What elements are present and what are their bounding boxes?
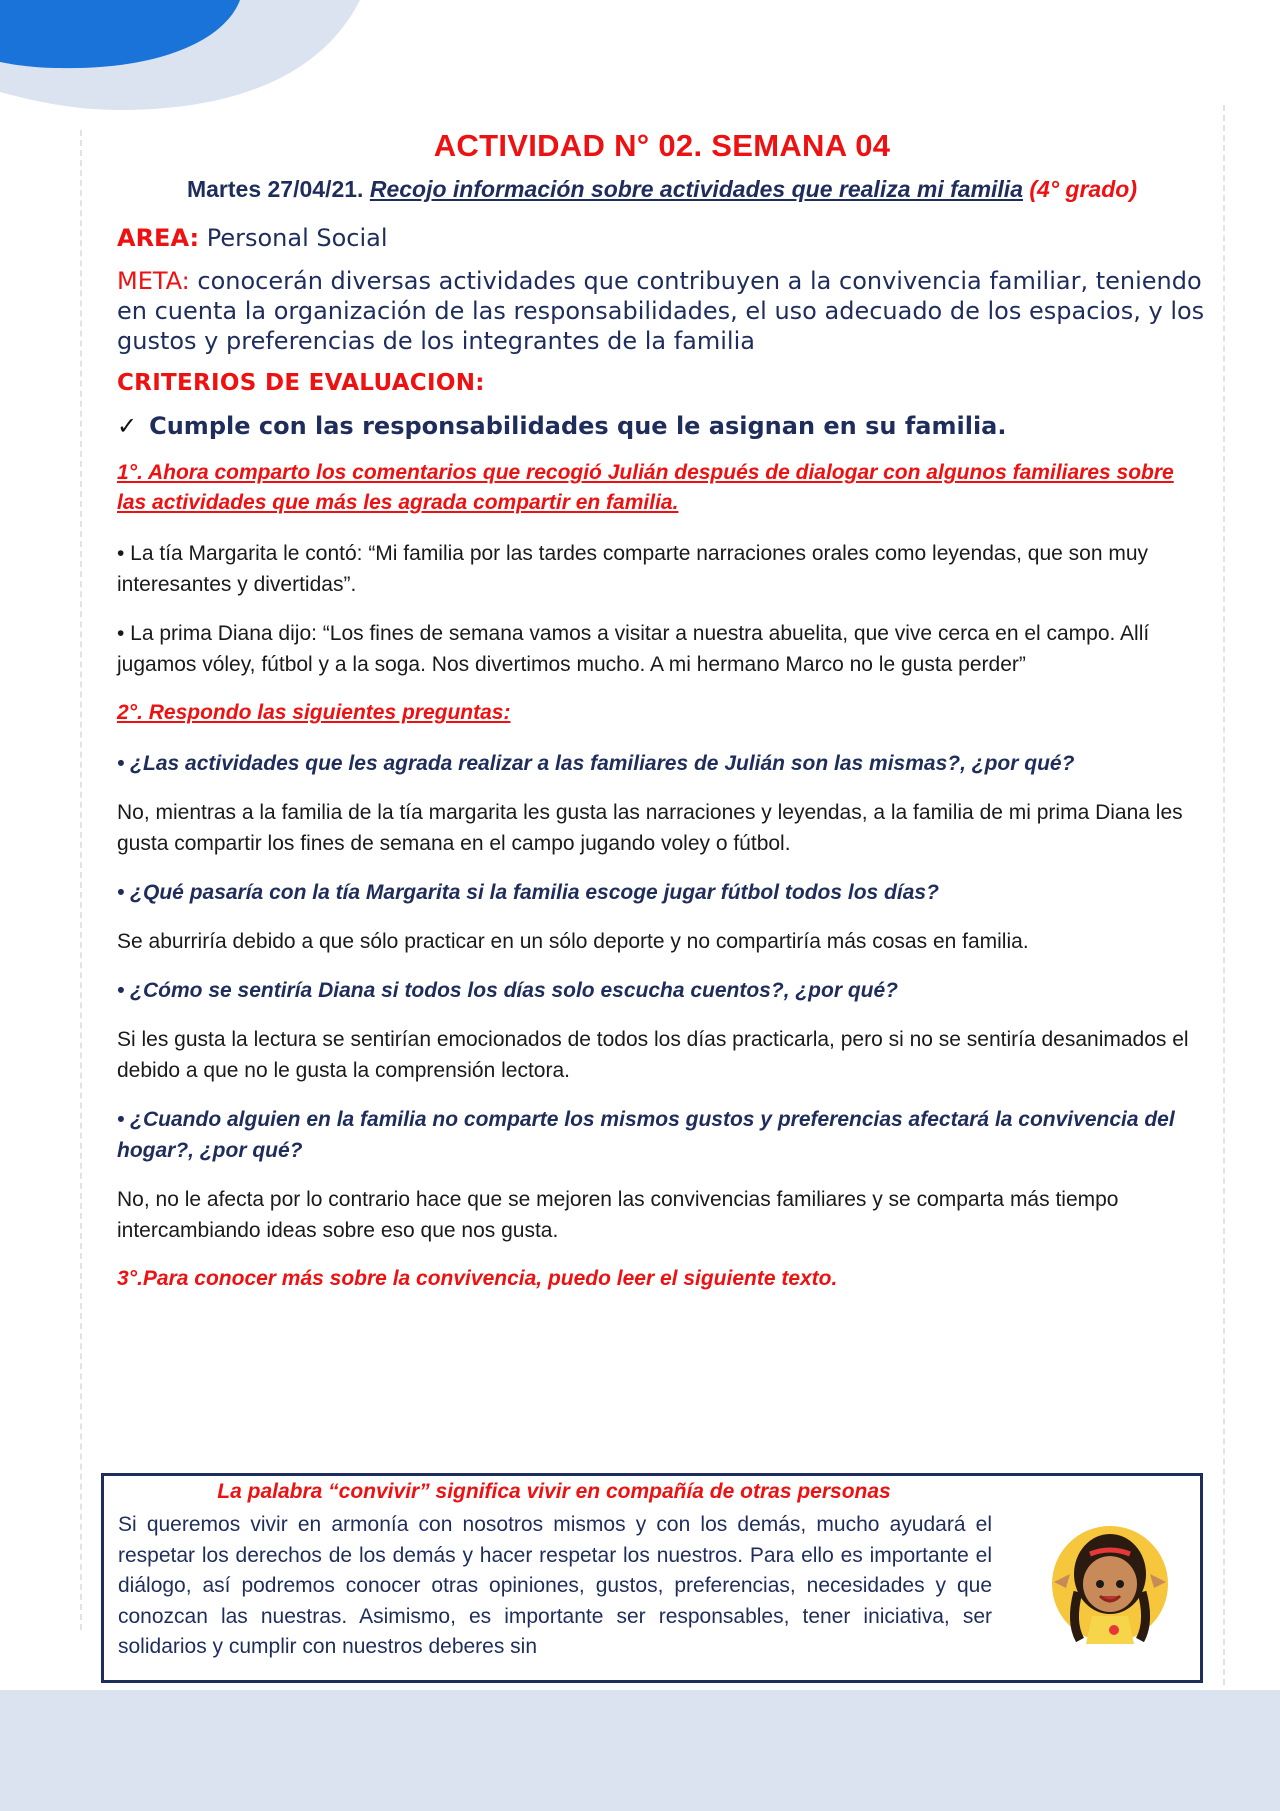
document-body — [117, 120, 1207, 1314]
meta-value: conocerán diversas actividades que contribuyen a la convivencia familiar, teniendo en cuenta la organización de las responsabilidades, el uso adecuado de los espacios, y los gustos y preferencias de los integrantes de la familia — [117, 267, 1205, 355]
margin-guide-right — [1223, 105, 1225, 1685]
area-value: Personal Social — [206, 224, 388, 252]
subtitle-topic: Recojo información sobre actividades que realiza mi familia — [369, 176, 1023, 202]
answer-2: Se aburriría debido a que sólo practicar en un sólo deporte y no compartiría más cosas en familia. — [117, 930, 1029, 953]
footer-band — [0, 1690, 1280, 1811]
step3-heading: 3°.Para conocer más sobre la convivencia, puedo leer el siguiente texto. — [117, 1267, 838, 1290]
margin-guide-left — [80, 130, 82, 1630]
question-1: • ¿Las actividades que les agrada realizar a las familiares de Julián son las mismas?, ¿por qué? — [117, 752, 1075, 775]
reading-box — [101, 1473, 1203, 1683]
page-title: ACTIVIDAD N° 02. SEMANA 04 — [433, 128, 891, 163]
step1-heading: 1°. Ahora comparto los comentarios que recogió Julián después de dialogar con algunos familiares sobre las actividades que más les agrada compartir en familia. — [117, 461, 1174, 514]
answer-3: Si les gusta la lectura se sentirían emocionados de todos los días practicarla, pero si no se sentiría desanimados el debido a que no le gusta la comprensión lectora. — [117, 1028, 1189, 1082]
area-line — [117, 224, 1207, 252]
check-icon: ✓ — [117, 412, 138, 440]
question-3: • ¿Cómo se sentiría Diana si todos los días solo escucha cuentos?, ¿por qué? — [117, 979, 899, 1002]
subtitle — [117, 174, 1207, 204]
step2-heading: 2°. Respondo las siguientes preguntas: — [117, 701, 511, 724]
criteria-item-text: Cumple con las responsabilidades que le asignan en su familia. — [149, 412, 1007, 440]
subtitle-close-paren: ) — [1129, 176, 1137, 202]
subtitle-grade: 4° grado — [1037, 176, 1130, 202]
criteria-item — [117, 412, 1207, 440]
answer-4: No, no le afecta por lo contrario hace que se mejoren las convivencias familiares y se comparta más tiempo intercambiando ideas sobre eso que nos gusta. — [117, 1188, 1119, 1242]
question-2: • ¿Qué pasaría con la tía Margarita si la familia escoge jugar fútbol todos los días? — [117, 881, 939, 904]
reading-title: La palabra “convivir” significa vivir en compañía de otras personas — [217, 1480, 891, 1503]
girl-illustration-icon — [1040, 1512, 1180, 1652]
answer-1: No, mientras a la familia de la tía margarita les gusta las narraciones y leyendas, a la familia de mi prima Diana les gusta compartir los fines de semana en el campo jugando voley o fútbol. — [117, 801, 1183, 855]
reading-text: Si queremos vivir en armonía con nosotros mismos y con los demás, mucho ayudará el respetar los derechos de los demás y hacer respetar los nuestros. Para ello es importante el diálogo, así podremos conocer otras opiniones, gustos, preferencias, necesidades y que conozcan las nuestras. Asimismo, es importante ser responsables, tener iniciativa, ser solidarios y cumplir con nuestros deberes sin — [118, 1513, 992, 1658]
question-4: • ¿Cuando alguien en la familia no comparte los mismos gustos y preferencias afectará la convivencia del hogar?, ¿por qué? — [117, 1108, 1175, 1162]
step1-item-2: • La prima Diana dijo: “Los fines de semana vamos a visitar a nuestra abuelita, que vive cerca en el campo. Allí jugamos vóley, fútbol y a la soga. Nos divertimos mucho. A mi hermano Marco no le gusta perder” — [117, 622, 1150, 676]
subtitle-open-paren: ( — [1022, 176, 1038, 202]
corner-decoration — [0, 0, 360, 120]
step1-item-1: • La tía Margarita le contó: “Mi familia por las tardes comparte narraciones orales como leyendas, que son muy interesantes y divertidas”. — [117, 542, 1148, 596]
area-label: AREA: — [117, 224, 200, 252]
meta-line — [117, 266, 1207, 356]
criteria-heading: CRITERIOS DE EVALUACION: — [117, 370, 485, 396]
meta-label: META: — [117, 267, 190, 295]
subtitle-date: Martes 27/04/21. — [186, 176, 364, 202]
